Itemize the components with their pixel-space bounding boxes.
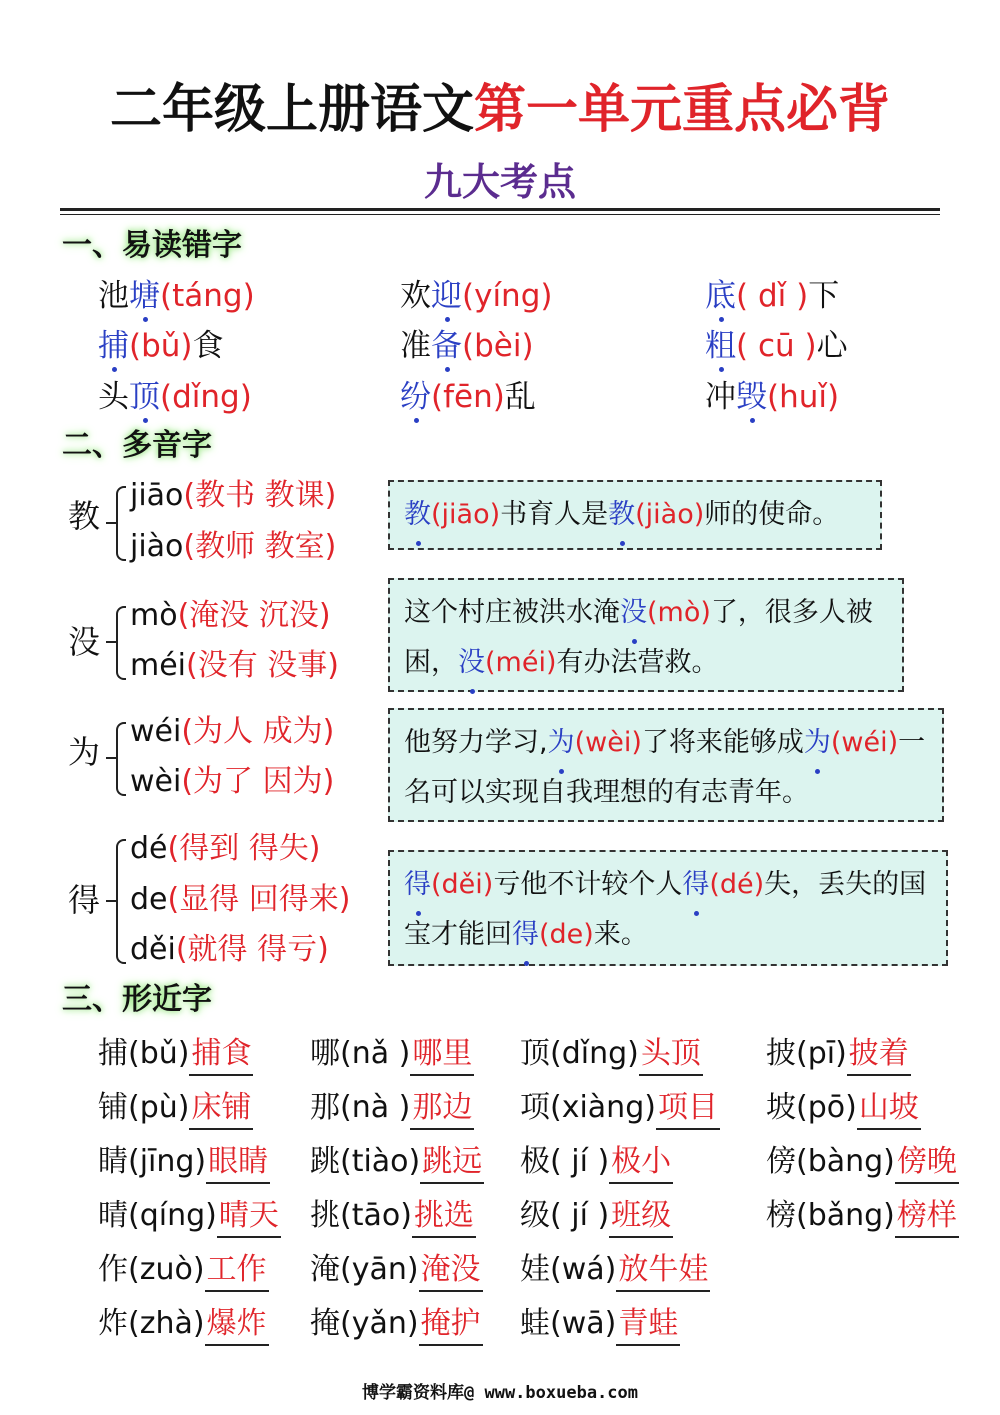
sentence-text: 这个村庄被洪水淹 <box>404 597 620 628</box>
sentence-pinyin: (děi) <box>431 869 494 900</box>
item-pinyin: (yíng) <box>462 278 553 314</box>
reading-words: (就得 得亏) <box>175 932 329 967</box>
item-pinyin: (bèi) <box>462 328 534 364</box>
similar-char-pinyin: 炸(zhà) <box>98 1306 205 1341</box>
item-pinyin: (táng) <box>160 278 255 314</box>
similar-char-pinyin: 作(zuò) <box>98 1252 205 1287</box>
similar-char-pinyin: 项(xiàng) <box>520 1090 656 1125</box>
sentence-key-char: 得 <box>404 860 431 910</box>
item-key-char: 粗 <box>705 328 736 364</box>
reading-words: (为了 因为) <box>181 764 335 799</box>
item-pinyin: (huǐ) <box>767 379 840 415</box>
brace-tick <box>106 522 116 524</box>
similar-char-item <box>98 1088 253 1130</box>
example-sentence-box <box>388 708 944 822</box>
brace-bracket <box>116 722 126 796</box>
reading-words: (为人 成为) <box>181 714 335 749</box>
similar-char-item <box>766 1034 911 1076</box>
similar-char-item <box>310 1250 483 1292</box>
similar-char-pinyin: 那(nà ) <box>310 1090 411 1125</box>
brace-tick <box>106 757 116 759</box>
reading-words: (得到 得失) <box>167 831 321 866</box>
similar-char-word: 晴天 <box>217 1196 281 1238</box>
polyphone-reading <box>130 476 336 516</box>
sentence-pinyin: (dé) <box>709 869 765 900</box>
example-sentence-box <box>388 850 948 966</box>
item-key-char: 底 <box>705 278 736 314</box>
item-suffix: 下 <box>808 278 840 314</box>
similar-char-item <box>98 1142 270 1184</box>
similar-char-word: 跳远 <box>420 1142 484 1184</box>
similar-char-item <box>98 1034 253 1076</box>
sentence-key-char: 教 <box>404 490 431 540</box>
sentence-key-char: 得 <box>512 910 539 960</box>
sentence-pinyin: (jiào) <box>635 499 705 530</box>
item-suffix: 心 <box>816 328 848 364</box>
item-prefix: 头 <box>98 379 129 415</box>
similar-char-pinyin: 顶(dǐng) <box>520 1036 639 1071</box>
polyphone-reading <box>130 646 339 686</box>
similar-char-word: 淹没 <box>419 1250 483 1292</box>
similar-char-pinyin: 级( jí ) <box>520 1198 610 1233</box>
similar-char-item <box>520 1142 673 1184</box>
item-prefix: 准 <box>400 328 431 364</box>
similar-char-word: 掩护 <box>419 1304 483 1346</box>
sentence-text: 书育人是 <box>500 499 609 530</box>
reading-words: (没有 没事) <box>186 648 339 683</box>
sentence-pinyin: (de) <box>539 919 594 950</box>
item-key-char: 备 <box>431 328 462 364</box>
similar-char-item <box>766 1088 921 1130</box>
item-key-char: 迎 <box>431 278 462 314</box>
similar-char-word: 榜样 <box>895 1196 959 1238</box>
polyphone-reading <box>130 880 350 920</box>
sentence-text: 他努力学习, <box>404 727 548 758</box>
item-key-char: 毁 <box>736 379 767 415</box>
similar-char-word: 披着 <box>847 1034 911 1076</box>
similar-char-item <box>310 1034 474 1076</box>
similar-char-item <box>310 1304 483 1346</box>
item-key-char: 纷 <box>400 379 431 415</box>
title-rule-thin <box>60 214 940 215</box>
item-prefix: 欢 <box>400 278 431 314</box>
similar-char-pinyin: 坡(pō) <box>766 1090 857 1125</box>
sentence-key-char: 得 <box>682 860 709 910</box>
section2-heading: 二、多音字 <box>62 428 212 463</box>
item-suffix: 乱 <box>504 379 536 415</box>
similar-char-pinyin: 蛙(wā) <box>520 1306 617 1341</box>
similar-char-word: 项目 <box>656 1088 720 1130</box>
polyphone-reading <box>130 596 331 636</box>
similar-char-item <box>766 1196 959 1238</box>
easy-misread-item <box>705 276 839 316</box>
reading-pinyin: děi <box>130 932 176 967</box>
easy-misread-item <box>400 326 534 366</box>
sentence-text: 失，丢失的国宝才能回 <box>404 869 927 950</box>
similar-char-word: 班级 <box>609 1196 673 1238</box>
page-subtitle: 九大考点 <box>423 160 576 204</box>
sentence-text: 来。 <box>593 919 648 950</box>
similar-char-word: 放牛娃 <box>616 1250 710 1292</box>
reading-pinyin: méi <box>130 648 187 683</box>
sentence-pinyin: (wéi) <box>830 727 899 758</box>
brace-bracket <box>116 606 126 680</box>
similar-char-pinyin: 睛(jīng) <box>98 1144 207 1179</box>
easy-misread-item <box>98 377 252 417</box>
sentence-pinyin: (méi) <box>485 647 557 678</box>
reading-pinyin: mò <box>130 598 178 633</box>
similar-char-word: 哪里 <box>410 1034 474 1076</box>
similar-char-word: 爆炸 <box>205 1304 269 1346</box>
similar-char-item <box>310 1196 476 1238</box>
item-pinyin: (fēn) <box>431 379 505 415</box>
similar-char-pinyin: 掩(yǎn) <box>310 1306 419 1341</box>
item-key-char: 塘 <box>129 278 160 314</box>
similar-char-item <box>766 1142 959 1184</box>
similar-char-pinyin: 跳(tiào) <box>310 1144 421 1179</box>
reading-words: (显得 回得来) <box>167 882 351 917</box>
polyphone-reading <box>130 829 320 869</box>
example-sentence-box <box>388 578 904 692</box>
similar-char-pinyin: 哪(nǎ ) <box>310 1036 411 1071</box>
similar-char-item <box>520 1088 720 1130</box>
item-suffix: 食 <box>192 328 224 364</box>
polyphone-char: 没 <box>68 623 101 661</box>
similar-char-word: 头顶 <box>639 1034 703 1076</box>
page-title <box>0 78 1000 142</box>
similar-char-item <box>520 1304 680 1346</box>
reading-pinyin: dé <box>130 831 168 866</box>
brace-tick <box>106 641 116 643</box>
sentence-text: 了，很多人被困， <box>404 597 873 678</box>
sentence-key-char: 为 <box>804 718 831 768</box>
reading-words: (教师 教室) <box>183 529 337 564</box>
title-part2: 第一单元重点必背 <box>474 80 891 140</box>
similar-char-item <box>520 1196 673 1238</box>
item-pinyin: ( dǐ ) <box>736 278 809 314</box>
similar-char-item <box>310 1088 474 1130</box>
item-prefix: 池 <box>98 278 129 314</box>
similar-char-word: 挑选 <box>412 1196 476 1238</box>
sentence-pinyin: (mò) <box>647 597 711 628</box>
sentence-text: 师的使命。 <box>704 499 840 530</box>
reading-pinyin: wèi <box>130 764 182 799</box>
reading-words: (教书 教课) <box>183 478 337 513</box>
title-rule-thick <box>60 208 940 211</box>
polyphone-char: 得 <box>68 881 101 919</box>
easy-misread-item <box>705 377 839 417</box>
section1-heading: 一、易读错字 <box>62 228 242 263</box>
similar-char-pinyin: 捕(bǔ) <box>98 1036 190 1071</box>
item-pinyin: (bǔ) <box>129 328 193 364</box>
polyphone-reading <box>130 712 334 752</box>
easy-misread-item <box>705 326 848 366</box>
similar-char-pinyin: 披(pī) <box>766 1036 847 1071</box>
polyphone-reading <box>130 762 334 802</box>
example-sentence-box <box>388 480 882 550</box>
similar-char-item <box>98 1250 269 1292</box>
item-pinyin: (dǐng) <box>160 379 252 415</box>
sentence-pinyin: (jiāo) <box>431 499 501 530</box>
similar-char-word: 极小 <box>609 1142 673 1184</box>
reading-pinyin: jiào <box>130 529 184 564</box>
similar-char-item <box>98 1304 269 1346</box>
sentence-key-char: 教 <box>608 490 635 540</box>
sentence-key-char: 为 <box>548 718 575 768</box>
item-pinyin: ( cū ) <box>736 328 817 364</box>
sentence-text: 有办法营救。 <box>556 647 719 678</box>
sentence-key-char: 没 <box>458 638 485 688</box>
reading-pinyin: jiāo <box>130 478 184 513</box>
polyphone-reading <box>130 930 329 970</box>
easy-misread-item <box>98 326 224 366</box>
easy-misread-item <box>400 377 536 417</box>
similar-char-item <box>520 1250 710 1292</box>
sentence-key-char: 没 <box>620 588 647 638</box>
similar-char-word: 工作 <box>205 1250 269 1292</box>
item-key-char: 顶 <box>129 379 160 415</box>
sentence-text: 了将来能够成 <box>641 727 804 758</box>
sentence-pinyin: (wèi) <box>574 727 642 758</box>
similar-char-word: 傍晚 <box>895 1142 959 1184</box>
brace-bracket <box>116 839 126 964</box>
title-part1: 二年级上册语文 <box>109 80 474 140</box>
similar-char-pinyin: 榜(bǎng) <box>766 1198 895 1233</box>
similar-char-pinyin: 晴(qíng) <box>98 1198 217 1233</box>
brace-tick <box>106 900 116 902</box>
polyphone-char: 教 <box>68 497 101 535</box>
item-key-char: 捕 <box>98 328 129 364</box>
sentence-text: 亏他不计较个人 <box>493 869 683 900</box>
brace-bracket <box>116 486 126 561</box>
sentence-text: 一名可以实现自我理想的有志青年。 <box>404 727 926 808</box>
similar-char-pinyin: 淹(yān) <box>310 1252 419 1287</box>
similar-char-word: 眼睛 <box>206 1142 270 1184</box>
easy-misread-item <box>400 276 552 316</box>
similar-char-pinyin: 娃(wá) <box>520 1252 617 1287</box>
reading-pinyin: de <box>130 882 168 917</box>
polyphone-char: 为 <box>68 733 101 771</box>
reading-pinyin: wéi <box>130 714 182 749</box>
similar-char-item <box>310 1142 484 1184</box>
similar-char-pinyin: 极( jí ) <box>520 1144 610 1179</box>
similar-char-item <box>520 1034 703 1076</box>
similar-char-pinyin: 挑(tāo) <box>310 1198 412 1233</box>
easy-misread-item <box>98 276 255 316</box>
polyphone-reading <box>130 527 336 567</box>
similar-char-word: 床铺 <box>189 1088 253 1130</box>
similar-char-word: 青蛙 <box>616 1304 680 1346</box>
item-prefix: 冲 <box>705 379 736 415</box>
similar-char-word: 那边 <box>410 1088 474 1130</box>
reading-words: (淹没 沉没) <box>177 598 331 633</box>
footer-source: 博学霸资料库@ www.boxueba.com <box>362 1383 638 1403</box>
similar-char-pinyin: 铺(pù) <box>98 1090 190 1125</box>
section3-heading: 三、形近字 <box>62 982 212 1017</box>
similar-char-word: 捕食 <box>189 1034 253 1076</box>
similar-char-item <box>98 1196 281 1238</box>
similar-char-word: 山坡 <box>857 1088 921 1130</box>
similar-char-pinyin: 傍(bàng) <box>766 1144 895 1179</box>
